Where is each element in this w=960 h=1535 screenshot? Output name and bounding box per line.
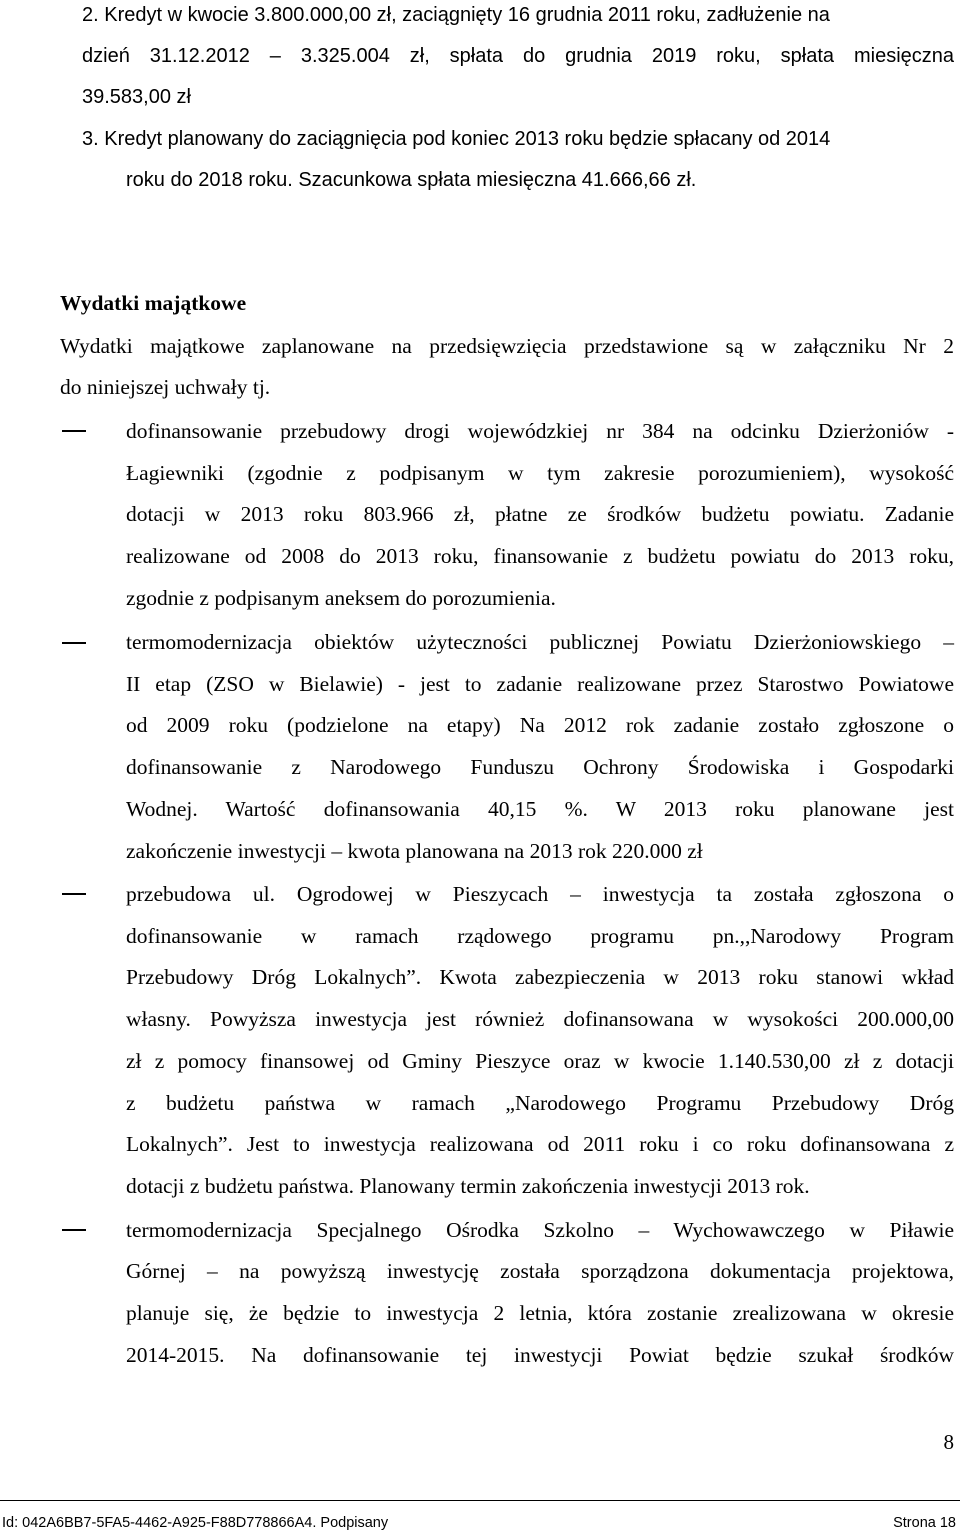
item-3-line-1: 3. Kredyt planowany do zaciągnięcia pod koniec 2013 roku będzie spłacany od 2014 <box>82 128 831 150</box>
bullet-dash <box>62 430 86 432</box>
bullet-3-line-4: własny. Powyższa inwestycja jest również dofinansowana w wysokości 200.000,00 <box>126 1007 954 1031</box>
bullet-1-line-1: dofinansowanie przebudowy drogi wojewódzkiej nr 384 na odcinku Dzierżoniów - <box>126 419 954 443</box>
bullet-dash <box>62 642 86 644</box>
footer-divider <box>0 1500 960 1501</box>
bullet-3-line-6: z budżetu państwa w ramach „Narodowego Programu Przebudowy Dróg <box>126 1091 954 1115</box>
bullet-2-line-1: termomodernizacja obiektów użyteczności publicznej Powiatu Dzierżoniowskiego – <box>126 630 954 654</box>
bullet-2-line-4: dofinansowanie z Narodowego Funduszu Ochrony Środowiska i Gospodarki <box>126 755 954 779</box>
bullet-2-line-6: zakończenie inwestycji – kwota planowana na 2013 rok 220.000 zł <box>126 839 703 863</box>
bullet-2-line-3: od 2009 roku (podzielone na etapy) Na 2012 rok zadanie zostało zgłoszone o <box>126 713 954 737</box>
page-number: 8 <box>943 1430 954 1454</box>
item-3-line-2: roku do 2018 roku. Szacunkowa spłata miesięczna 41.666,66 zł. <box>126 169 697 191</box>
section-heading: Wydatki majątkowe <box>60 291 247 315</box>
bullet-3-line-5: zł z pomocy finansowej od Gminy Pieszyce oraz w kwocie 1.140.530,00 zł z dotacji <box>126 1049 954 1073</box>
bullet-3-line-8: dotacji z budżetu państwa. Planowany termin zakończenia inwestycji 2013 rok. <box>126 1174 810 1198</box>
bullet-3-line-2: dofinansowanie w ramach rządowego programu pn.,,Narodowy Program <box>126 924 954 948</box>
bullet-4-line-2: Górnej – na powyższą inwestycję została sporządzona dokumentacja projektowa, <box>126 1259 954 1283</box>
bullet-4-line-3: planuje się, że będzie to inwestycja 2 letnia, która zostanie zrealizowana w okresie <box>126 1301 954 1325</box>
bullet-3-line-3: Przebudowy Dróg Lokalnych”. Kwota zabezpieczenia w 2013 roku stanowi wkład <box>126 965 954 989</box>
footer-document-id: Id: 042A6BB7-5FA5-4462-A925-F88D778866A4. Podpisany <box>2 1515 389 1531</box>
bullet-1-line-5: zgodnie z podpisanym aneksem do porozumienia. <box>126 586 556 610</box>
bullet-4-line-4: 2014-2015. Na dofinansowanie tej inwestycji Powiat będzie szukał środków <box>126 1343 954 1367</box>
bullet-dash <box>62 1229 86 1231</box>
bullet-4-line-1: termomodernizacja Specjalnego Ośrodka Szkolno – Wychowawczego w Piławie <box>126 1218 954 1242</box>
item-2-line-2: dzień 31.12.2012 – 3.325.004 zł, spłata do grudnia 2019 roku, spłata miesięczna <box>82 45 954 67</box>
bullet-3-line-7: Lokalnych”. Jest to inwestycja realizowana od 2011 roku i co roku dofinansowana z <box>126 1132 954 1156</box>
bullet-2-line-2: II etap (ZSO w Bielawie) - jest to zadanie realizowane przez Starostwo Powiatowe <box>126 672 954 696</box>
item-2-line-1: 2. Kredyt w kwocie 3.800.000,00 zł, zaciągnięty 16 grudnia 2011 roku, zadłużenie na <box>82 4 830 26</box>
footer-page-label: Strona 18 <box>893 1515 956 1531</box>
section-intro-line-1: Wydatki majątkowe zaplanowane na przedsięwzięcia przedstawione są w załączniku Nr 2 <box>60 334 954 358</box>
bullet-1-line-2: Łagiewniki (zgodnie z podpisanym w tym zakresie porozumieniem), wysokość <box>126 461 954 485</box>
bullet-3-line-1: przebudowa ul. Ogrodowej w Pieszycach – inwestycja ta została zgłoszona o <box>126 882 954 906</box>
item-2-line-3: 39.583,00 zł <box>82 86 191 108</box>
bullet-dash <box>62 893 86 895</box>
bullet-1-line-3: dotacji w 2013 roku 803.966 zł, płatne ze środków budżetu powiatu. Zadanie <box>126 502 954 526</box>
section-intro-line-2: do niniejszej uchwały tj. <box>60 375 271 399</box>
bullet-1-line-4: realizowane od 2008 do 2013 roku, finansowanie z budżetu powiatu do 2013 roku, <box>126 544 954 568</box>
bullet-2-line-5: Wodnej. Wartość dofinansowania 40,15 %. W 2013 roku planowane jest <box>126 797 954 821</box>
